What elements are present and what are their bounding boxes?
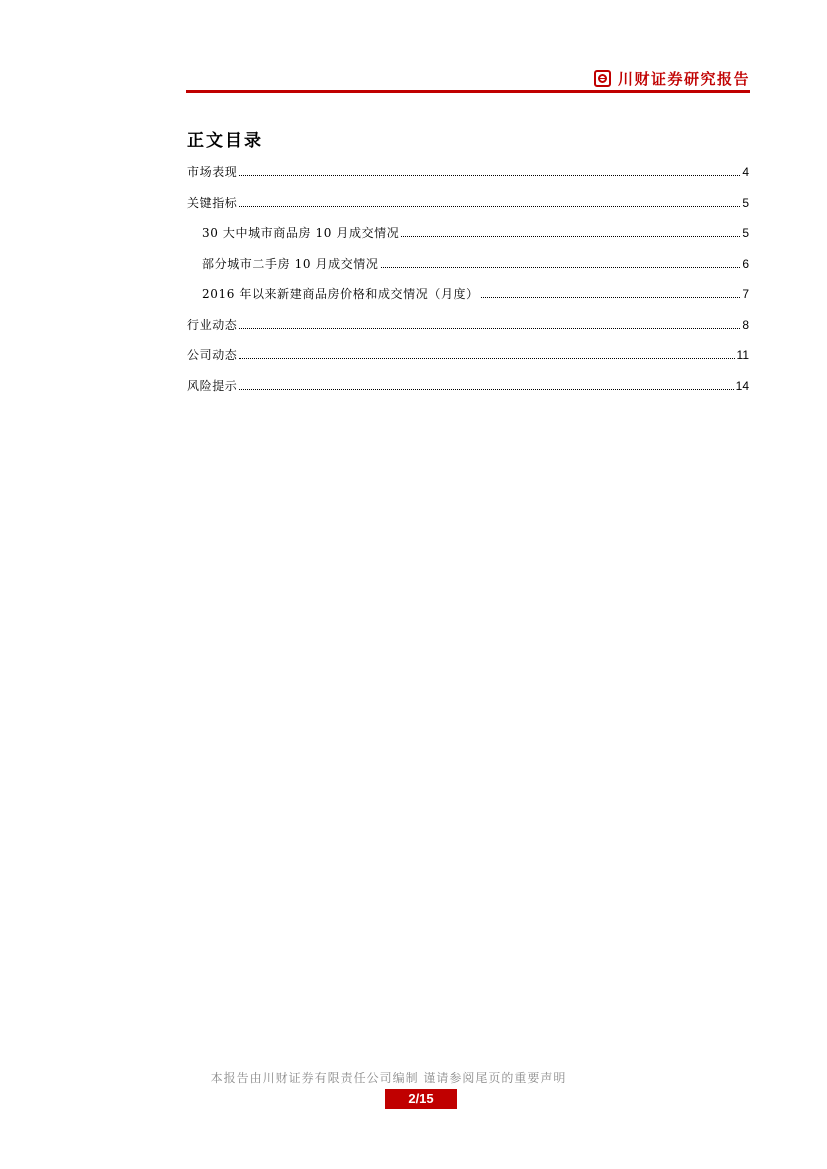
toc-entry[interactable]: [187, 316, 749, 347]
toc-subentry[interactable]: [187, 285, 749, 316]
toc-entry-page: 4: [742, 165, 749, 179]
toc-entry-page: 5: [742, 226, 749, 240]
table-of-contents: [187, 163, 749, 407]
toc-entry-page: 11: [736, 348, 749, 362]
toc-leader-dots: [239, 174, 740, 176]
toc-title: 正文目录: [187, 131, 263, 151]
toc-entry-page: 6: [742, 256, 749, 271]
toc-entry-label: 市场表现: [187, 165, 238, 179]
toc-leader-dots: [381, 266, 741, 268]
toc-entry-label: 部分城市二手房 10 月成交情况: [202, 256, 379, 271]
toc-entry[interactable]: [187, 194, 749, 225]
brand: [594, 68, 750, 89]
toc-entry-label: 30 大中城市商品房 10 月成交情况: [202, 226, 400, 240]
toc-entry-label: 行业动态: [187, 317, 238, 332]
toc-subentry[interactable]: [187, 224, 749, 255]
toc-leader-dots: [401, 235, 740, 237]
toc-entry-label: 2016 年以来新建商品房价格和成交情况（月度）: [202, 287, 479, 301]
toc-leader-dots: [239, 357, 734, 359]
toc-entry[interactable]: [187, 377, 749, 408]
toc-entry-label: 关键指标: [187, 195, 238, 210]
toc-entry[interactable]: [187, 163, 749, 194]
chuancai-logo-icon: [594, 70, 611, 87]
page-header: [186, 64, 750, 94]
footer-disclaimer: 本报告由川财证券有限责任公司编制 谨请参阅尾页的重要声明: [210, 1071, 567, 1085]
toc-entry-page: 14: [735, 378, 749, 393]
toc-leader-dots: [239, 205, 740, 207]
toc-entry-label: 公司动态: [187, 348, 238, 362]
toc-subentry[interactable]: [187, 255, 749, 286]
page-number-badge: 2/15: [385, 1089, 457, 1109]
toc-entry-page: 5: [742, 195, 749, 210]
toc-leader-dots: [239, 327, 740, 329]
toc-entry-page: 8: [742, 317, 749, 332]
brand-name: 川财证券研究报告: [617, 70, 750, 88]
toc-leader-dots: [481, 296, 741, 298]
toc-leader-dots: [239, 388, 733, 390]
toc-entry-page: 7: [742, 287, 749, 301]
toc-entry-label: 风险提示: [187, 378, 238, 393]
toc-entry[interactable]: [187, 346, 749, 377]
header-rule: [186, 90, 750, 93]
